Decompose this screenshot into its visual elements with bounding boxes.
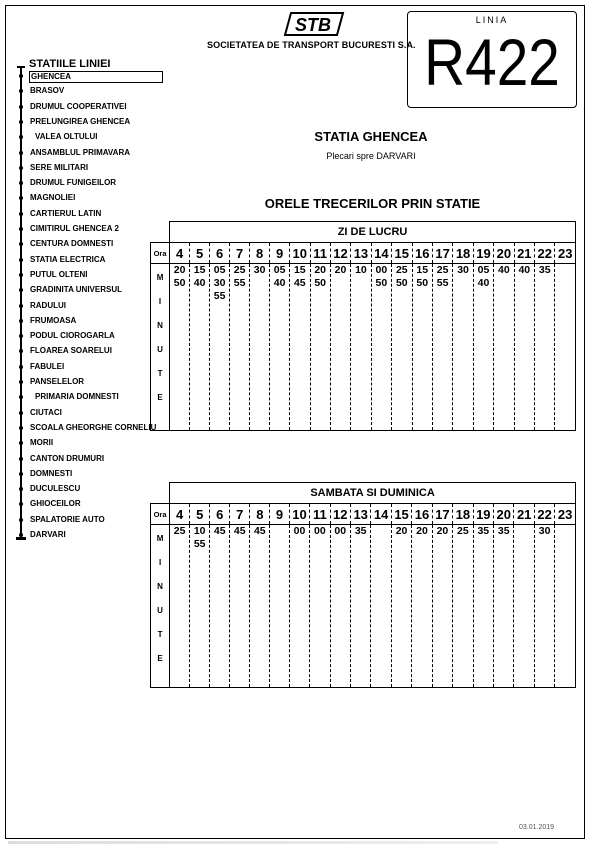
route-end-marker (16, 537, 26, 540)
line-number: R422 (424, 25, 560, 99)
hour-cell: 12 (330, 504, 350, 525)
departure-minute: 45 (293, 277, 306, 289)
minutes-column (270, 525, 289, 688)
route-stop: DARVARI (30, 530, 66, 539)
hours-label: Ora (151, 243, 170, 264)
hour-cell: 9 (270, 243, 290, 264)
minutes-column (514, 525, 534, 688)
hour-cell: 10 (289, 504, 309, 525)
departure-minute: 40 (498, 264, 510, 276)
hour-cell: 12 (330, 243, 350, 264)
route-stop-dot (19, 533, 23, 537)
minutes-column (170, 525, 190, 688)
route-stop: DRUMUL COOPERATIVEI (30, 101, 127, 111)
route-stop-dot (19, 426, 23, 430)
minutes-column (412, 264, 432, 431)
departure-minute: 45 (213, 525, 226, 537)
route-stop: STATIA ELECTRICA (30, 254, 106, 264)
departure-minute: 25 (457, 525, 469, 537)
route-stop: SERE MILITARI (30, 162, 89, 172)
departure-minute: 55 (436, 277, 449, 289)
route-stop: BRASOV (30, 86, 65, 96)
route-stop-dot (19, 411, 23, 415)
departure-minute: 40 (273, 277, 286, 289)
route-stop: CANTON DRUMURI (30, 453, 105, 463)
hour-cell: 20 (494, 243, 514, 264)
route-stop-dot (19, 304, 23, 308)
minutes-column (230, 525, 250, 688)
minutes-letter: E (157, 393, 163, 402)
route-stop-dot (19, 472, 23, 476)
minutes-column (190, 525, 210, 688)
timetable-title: ORELE TRECERILOR PRIN STATIE (264, 196, 481, 211)
hour-cell: 23 (555, 243, 576, 264)
minutes-column (210, 264, 230, 431)
day-type-title: SAMBATA SI DUMINICA (170, 483, 576, 504)
minutes-letter: N (157, 582, 163, 591)
route-stop-dot (19, 227, 23, 231)
minutes-column (514, 264, 534, 431)
departure-minute: 35 (477, 525, 490, 537)
hour-cell: 4 (170, 243, 190, 264)
minutes-column (330, 264, 350, 431)
route-stop-dot (19, 120, 23, 124)
hour-cell: 15 (392, 243, 412, 264)
hour-cell: 4 (170, 504, 190, 525)
hour-cell: 11 (310, 243, 330, 264)
departure-minute: 15 (416, 264, 429, 276)
hour-cell: 5 (190, 504, 210, 525)
minutes-label (151, 264, 170, 431)
route-stop: CENTURA DOMNESTI (30, 239, 114, 249)
route-stop: GHIOCEILOR (30, 499, 81, 509)
route-stop-dot (19, 319, 23, 323)
stb-logo (283, 11, 345, 37)
minutes-label (151, 525, 170, 688)
route-stop: PRELUNGIREA GHENCEA (30, 116, 131, 126)
minutes-column (555, 525, 576, 688)
departure-minute: 30 (213, 277, 226, 289)
route-stop: SCOALA GHEORGHE CORNELIU (30, 422, 157, 432)
route-stop-dot (19, 365, 23, 369)
departure-minute: 00 (293, 525, 306, 537)
hour-cell: 23 (555, 504, 576, 525)
minutes-letter: M (156, 273, 164, 282)
route-stop: DUCULESCU (30, 484, 81, 494)
hour-cell: 17 (432, 504, 452, 525)
departure-minute: 25 (436, 264, 449, 276)
minutes-column (392, 264, 412, 431)
departure-minute: 50 (173, 277, 186, 289)
corner-cell (151, 483, 170, 504)
hour-cell: 17 (432, 243, 452, 264)
route-stop-dot (19, 518, 23, 522)
departure-minute: 25 (395, 264, 408, 276)
minutes-column (453, 525, 473, 688)
minutes-column (310, 264, 330, 431)
hour-cell: 21 (514, 504, 534, 525)
departure-minute: 25 (233, 264, 246, 276)
minutes-column (473, 525, 493, 688)
departure-minute: 15 (293, 264, 306, 276)
route-stop-dot (19, 166, 23, 170)
departure-minute: 30 (253, 264, 266, 276)
minutes-column (250, 264, 270, 431)
route-stop-dot (19, 74, 23, 78)
station-name: STATIA GHENCEA (314, 129, 428, 144)
minutes-letter: T (157, 369, 163, 378)
departure-minute: 45 (253, 525, 266, 537)
route-stop: MORII (30, 438, 54, 448)
route-stop-dot (19, 151, 23, 155)
departure-minute: 40 (477, 277, 490, 289)
hour-cell: 13 (351, 243, 371, 264)
hour-cell: 10 (290, 243, 310, 264)
minutes-letter: I (158, 558, 162, 567)
minutes-column (270, 264, 290, 431)
minutes-column (371, 264, 391, 431)
day-type-title: ZI DE LUCRU (170, 222, 576, 243)
departure-minute: 35 (497, 525, 510, 537)
route-stop-dot (19, 457, 23, 461)
departure-minute: 30 (457, 264, 469, 276)
minutes-column (432, 264, 452, 431)
corner-cell (151, 222, 170, 243)
minutes-column (350, 525, 370, 688)
departure-minute: 00 (314, 525, 326, 537)
departure-minute: 55 (213, 290, 226, 302)
route-stop: ANSAMBLUL PRIMAVARA (30, 147, 130, 157)
route-stop: VALEA OLTULUI (35, 132, 98, 142)
hour-cell: 7 (230, 243, 250, 264)
minutes-column (473, 264, 493, 431)
departure-minute: 20 (416, 525, 428, 537)
route-stop: PODUL CIOROGARLA (30, 331, 115, 341)
route-title: STATIILE LINIEI (29, 58, 111, 70)
route-stop: GHENCEA (29, 71, 163, 83)
hour-cell: 19 (473, 504, 493, 525)
hour-cell: 18 (453, 504, 473, 525)
route-stop: MAGNOLIEI (30, 193, 76, 203)
departure-minute: 50 (375, 277, 388, 289)
minutes-column (230, 264, 250, 431)
minutes-column (494, 525, 514, 688)
departure-minute: 20 (173, 264, 186, 276)
minutes-column (432, 525, 452, 688)
minutes-column (412, 525, 432, 688)
minutes-column (535, 264, 555, 431)
route-stop: PUTUL OLTENI (30, 269, 88, 279)
minutes-letter: U (157, 345, 163, 354)
hour-cell: 22 (534, 504, 554, 525)
minutes-column (289, 525, 309, 688)
route-stop: DOMNESTI (30, 468, 73, 478)
route-stop: CARTIERUL LATIN (30, 208, 102, 218)
minutes-column (330, 525, 350, 688)
departure-minute: 10 (193, 525, 206, 537)
hour-cell: 18 (453, 243, 473, 264)
departure-minute: 40 (518, 264, 531, 276)
hour-cell: 20 (494, 504, 514, 525)
departure-minute: 05 (477, 264, 490, 276)
weekend-timetable (150, 482, 576, 688)
route-stop: PANSELELOR (30, 377, 85, 386)
departure-minute: 40 (193, 277, 206, 289)
departure-minute: 20 (314, 264, 326, 276)
minutes-letter: I (158, 297, 162, 306)
hour-cell: 14 (371, 504, 391, 525)
departure-minute: 50 (416, 277, 429, 289)
route-stop: PRIMARIA DOMNESTI (35, 392, 119, 402)
print-date: 03.01.2019 (519, 824, 555, 831)
hour-cell: 13 (350, 504, 370, 525)
route-stop-dot (19, 212, 23, 216)
route-stop-dot (19, 105, 23, 109)
minutes-column (534, 525, 554, 688)
route-stop-dot (19, 258, 23, 262)
departure-minute: 20 (436, 525, 449, 537)
minutes-letter: E (157, 654, 163, 663)
hour-cell: 6 (210, 243, 230, 264)
departure-minute: 05 (213, 264, 226, 276)
hour-cell: 15 (391, 504, 411, 525)
departure-minute: 10 (355, 264, 367, 276)
minutes-column (310, 525, 330, 688)
route-stop: FLOAREA SOARELUI (30, 346, 112, 356)
minutes-letter: U (157, 606, 163, 615)
hour-cell: 14 (371, 243, 391, 264)
departure-minute: 00 (334, 525, 347, 537)
minutes-column (351, 264, 371, 431)
departure-minute: 45 (233, 525, 246, 537)
hour-cell: 7 (230, 504, 250, 525)
hour-cell: 11 (310, 504, 330, 525)
logo-text: STB (295, 15, 331, 35)
minutes-column (555, 264, 576, 431)
minutes-column (190, 264, 210, 431)
minutes-letter: T (157, 630, 163, 639)
minutes-column (170, 264, 190, 431)
hour-cell: 5 (190, 243, 210, 264)
route-stop-dot (19, 380, 23, 384)
hour-cell: 16 (412, 243, 432, 264)
minutes-column (210, 525, 230, 688)
minutes-letter: N (157, 321, 163, 330)
minutes-column (391, 525, 411, 688)
departure-minute: 55 (193, 538, 206, 550)
route-stop: RADULUI (30, 300, 66, 310)
hour-cell: 8 (250, 504, 270, 525)
departure-minute: 50 (314, 277, 326, 289)
hour-cell: 19 (473, 243, 493, 264)
route-stop-dot (19, 273, 23, 277)
route-stop: SPALATORIE AUTO (30, 514, 105, 524)
hour-cell: 9 (270, 504, 289, 525)
minutes-column (290, 264, 310, 431)
minutes-letter: M (156, 534, 164, 543)
weekday-timetable (150, 221, 576, 431)
hour-cell: 16 (412, 504, 432, 525)
departure-minute: 20 (334, 264, 347, 276)
hour-cell: 22 (535, 243, 555, 264)
departure-minute: 20 (395, 525, 408, 537)
departure-minute: 35 (354, 525, 367, 537)
route-stop: FABULEI (30, 361, 65, 371)
route-stop: FRUMOASA (30, 315, 77, 325)
route-stop: CIUTACI (30, 407, 62, 417)
hour-cell: 8 (250, 243, 270, 264)
line-label: LINIA (475, 15, 509, 25)
departure-minute: 25 (173, 525, 186, 537)
minutes-column (494, 264, 514, 431)
departure-minute: 15 (193, 264, 206, 276)
station-direction: Plecari spre DARVARI (326, 151, 416, 161)
departure-minute: 55 (233, 277, 246, 289)
hour-cell: 21 (514, 243, 534, 264)
hour-cell: 6 (210, 504, 230, 525)
route-stop: DRUMUL FUNIGEILOR (30, 178, 117, 188)
minutes-column (453, 264, 473, 431)
departure-minute: 30 (538, 525, 551, 537)
minutes-column (250, 525, 270, 688)
company-name: SOCIETATEA DE TRANSPORT BUCURESTI S.A. (207, 40, 416, 50)
departure-minute: 05 (273, 264, 286, 276)
departure-minute: 35 (538, 264, 551, 276)
departure-minute: 50 (395, 277, 408, 289)
hours-label: Ora (151, 504, 170, 525)
departure-minute: 00 (375, 264, 388, 276)
route-stop: CIMITIRUL GHENCEA 2 (30, 224, 119, 233)
route-stop: GRADINITA UNIVERSUL (30, 285, 122, 295)
minutes-column (371, 525, 391, 688)
